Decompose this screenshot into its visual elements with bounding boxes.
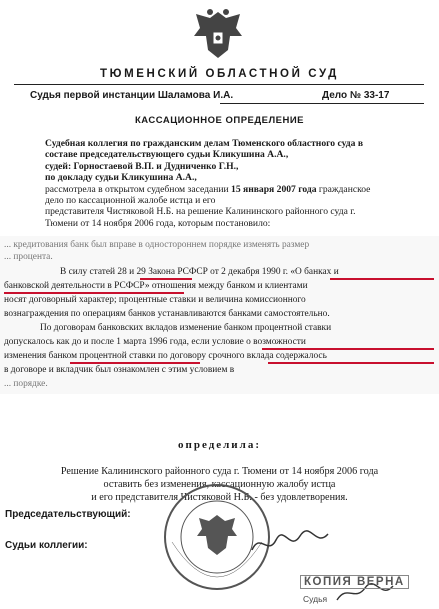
decision-line: Решение Калининского районного суда г. Тюмени от 14 ноября 2006 года: [60, 466, 379, 477]
intro-line: Тюмени от 14 ноября 2006 года, которым постановило:: [45, 217, 271, 229]
intro-line: судей: Горностаевой В.П. и Дудниченко Г.Н.,: [45, 160, 239, 172]
fragment-line: ... кредитования банк был вправе в одностороннем порядке изменять размер: [4, 240, 310, 250]
stamp-judge-label: Судья: [303, 594, 328, 604]
underline-mark: [140, 278, 192, 280]
intro-line: представителя Чистяковой Н.Б. на решение Калининского районного суда г.: [45, 206, 356, 218]
fragment-line: В силу статей 28 и 29 Закона РСФСР от 2 декабря 1990 г. «О банках и: [60, 267, 339, 277]
fragment-line: ... процента.: [4, 252, 53, 262]
intro-line: рассмотрела в открытом судебном заседании 15 января 2007 года гражданское: [45, 183, 371, 195]
fragment-line: банковской деятельности в РСФСР» отношения между банком и клиентами: [4, 281, 308, 291]
fragment-line: По договорам банковских вкладов изменение банком процентной ставки: [40, 323, 332, 333]
chair-signature-label: Председательствующий:: [5, 509, 131, 520]
operative-word: определила:: [178, 439, 261, 451]
intro-paragraph: [45, 138, 413, 229]
signature-mark: [250, 528, 330, 558]
fragment-line: ... порядке.: [4, 379, 48, 389]
pasted-fragment: [0, 236, 439, 394]
intro-line: Судебная коллегия по гражданским делам Тюменского областного суда в: [45, 138, 363, 149]
fragment-line: изменения банком процентной ставки по договору срочного вклада содержалось: [4, 351, 327, 361]
underline-mark: [70, 362, 200, 364]
case-number: Дело № 33-17: [322, 90, 390, 101]
intro-line: по докладу судьи Кликушина А.А.,: [45, 172, 197, 184]
intro-line: дело по кассационной жалобе истца и его: [45, 195, 216, 207]
copy-stamp: КОПИЯ ВЕРНА: [300, 575, 409, 589]
coat-of-arms-icon: [190, 6, 246, 62]
header-rule-bottom: [220, 103, 424, 104]
judge-line: Судья первой инстанции Шаламова И.А.: [30, 90, 234, 101]
underline-mark: [4, 292, 184, 294]
court-name: ТЮМЕНСКИЙ ОБЛАСТНОЙ СУД: [100, 68, 339, 80]
judges-signature-label: Судьи коллегии:: [5, 540, 88, 551]
underline-mark: [268, 362, 434, 364]
decision-line: и его представителя Чистяковой Н.Б. - без удовлетворения.: [91, 492, 348, 503]
intro-line: составе председательствующего судьи Кликушина А.А.,: [45, 149, 289, 161]
fragment-line: носят договорный характер; процентные ставки и величина комиссионного: [4, 295, 306, 305]
document-type: КАССАЦИОННОЕ ОПРЕДЕЛЕНИЕ: [134, 115, 305, 126]
decision-line: оставить без изменения, кассационную жалобу истца: [103, 479, 336, 490]
underline-mark: [262, 348, 434, 350]
header-rule: [14, 84, 424, 85]
underline-mark: [330, 278, 434, 280]
fragment-line: в договоре и вкладчик был ознакомлен с этим условием в: [4, 365, 235, 375]
fragment-line: вознаграждения по операциям банков устанавливаются банками самостоятельно.: [4, 309, 330, 319]
fragment-line: допускалось как до и после 1 марта 1996 года, если условие о возможности: [4, 337, 306, 347]
